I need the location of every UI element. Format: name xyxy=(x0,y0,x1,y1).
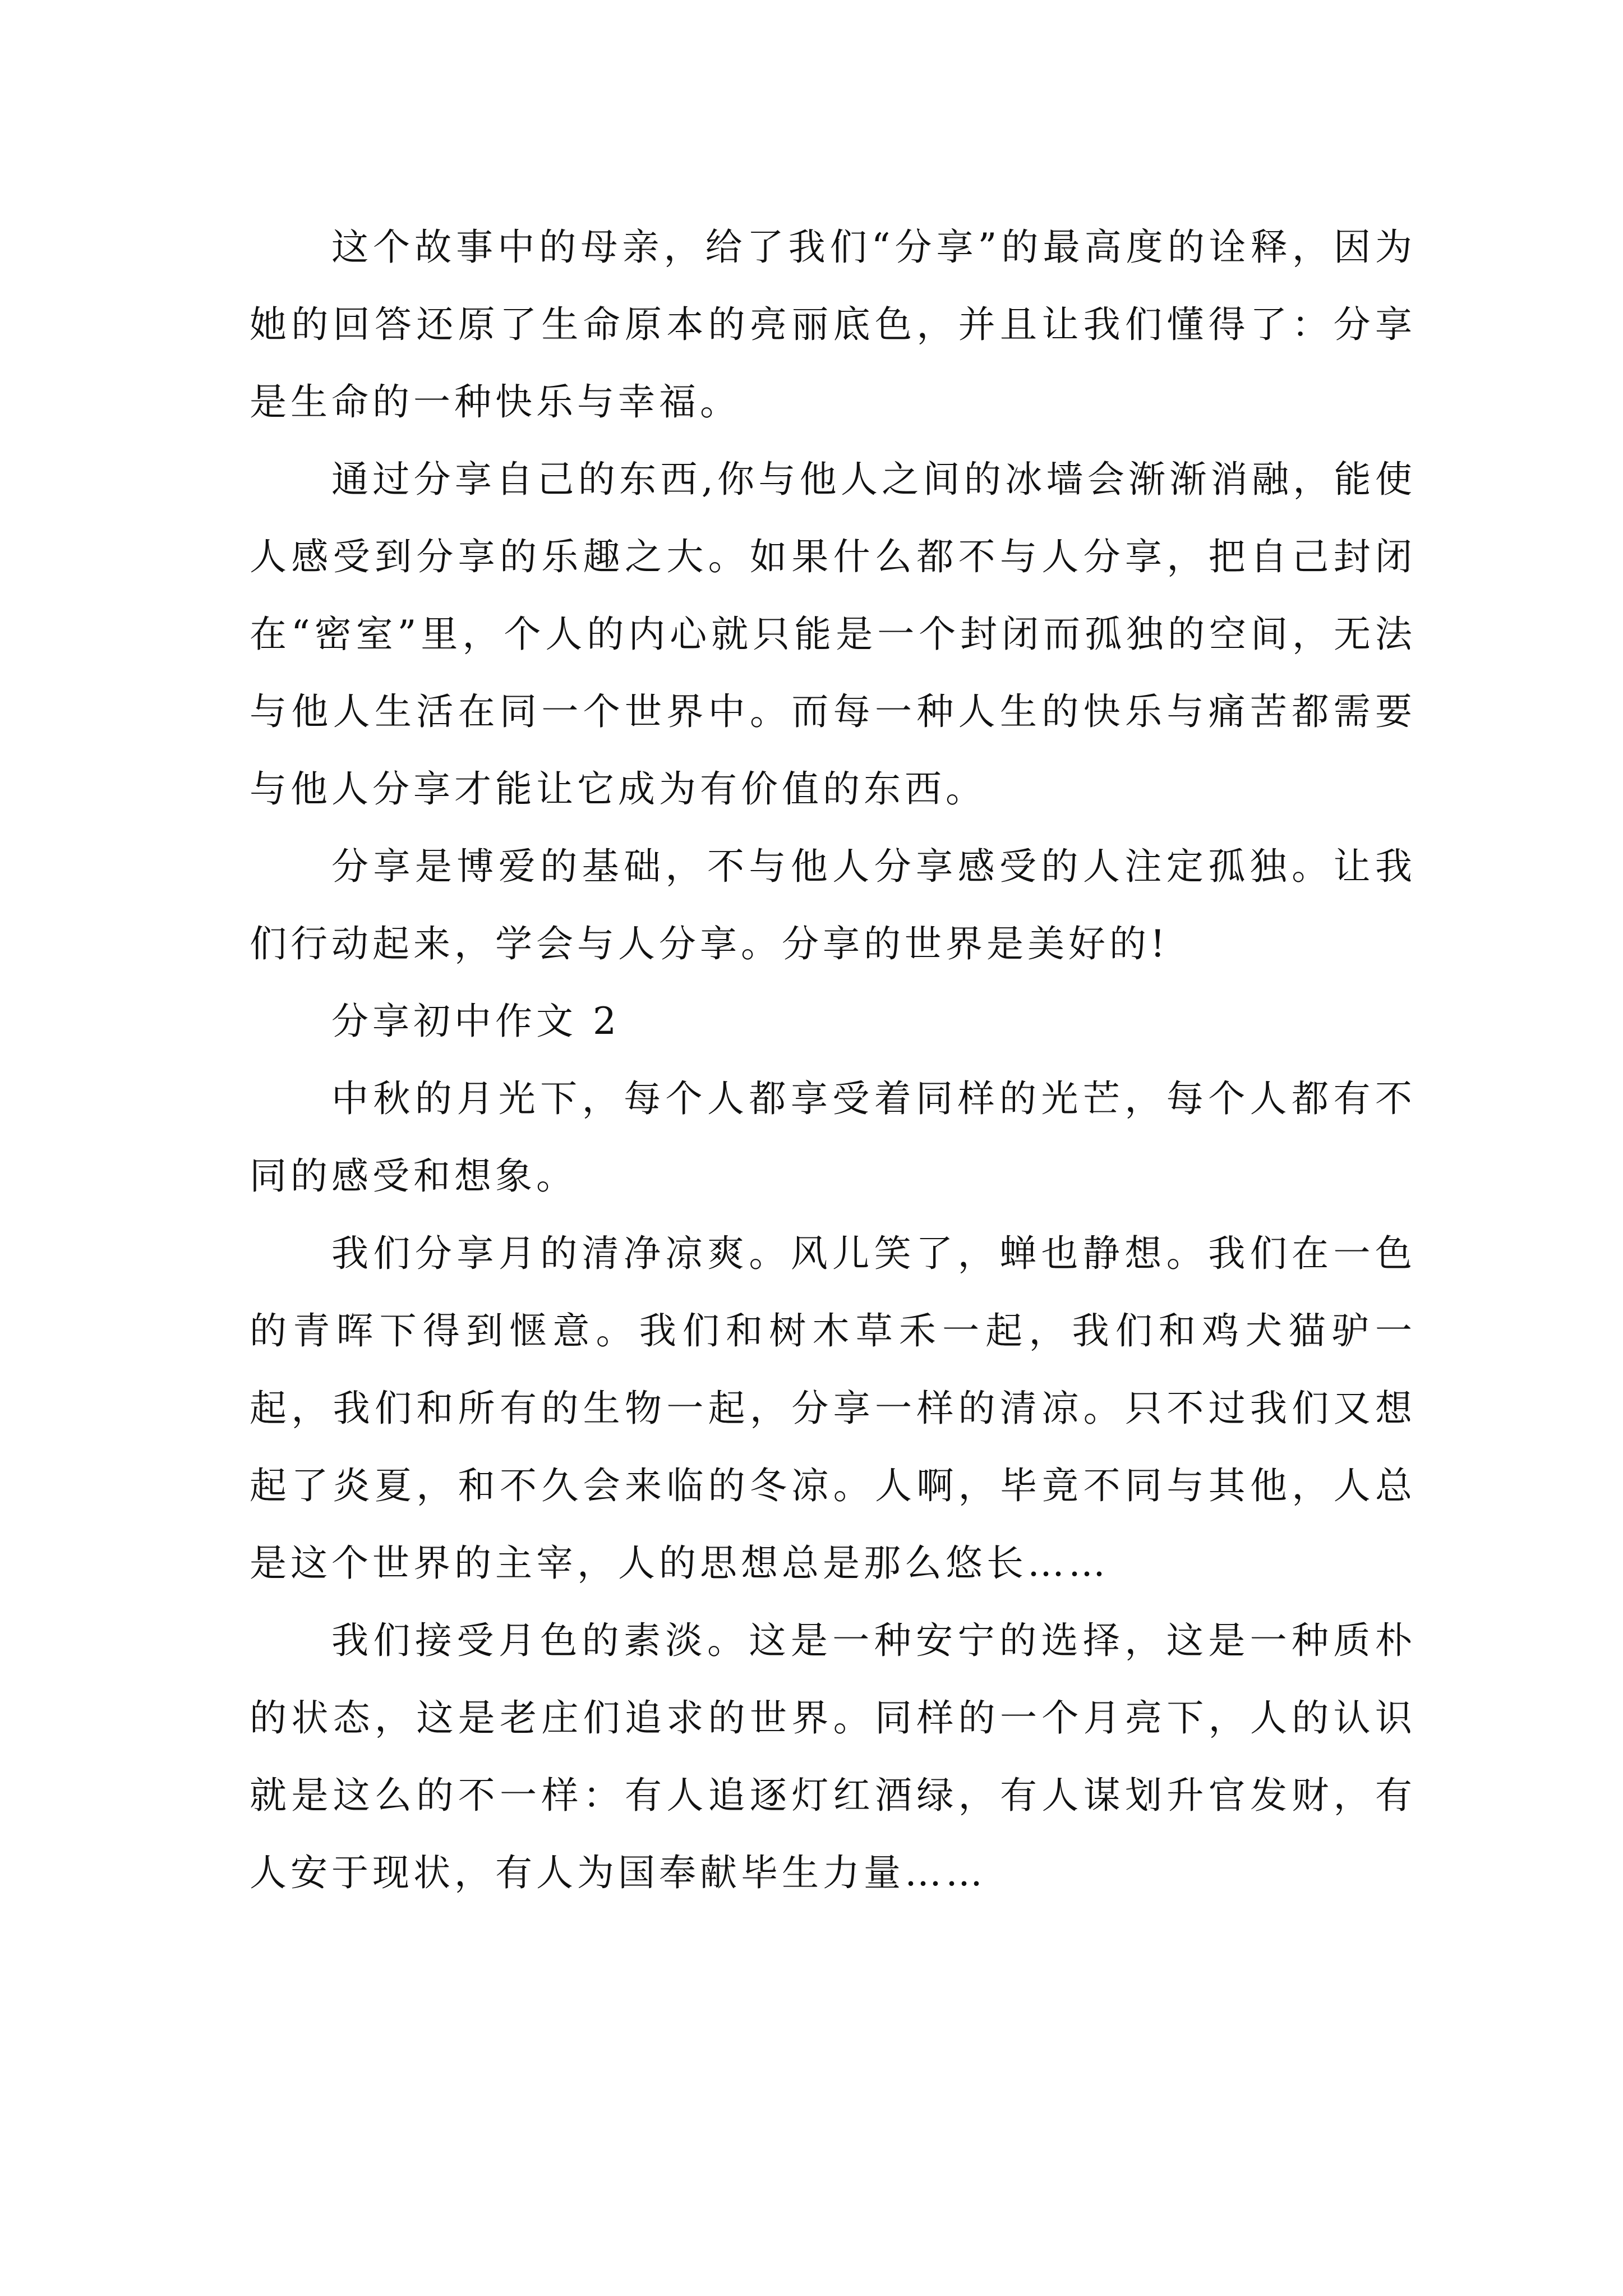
paragraph-4: 中秋的月光下，每个人都享受着同样的光芒，每个人都有不同的感受和想象。 xyxy=(250,1077,1416,1198)
section-title: 分享初中作文 2 xyxy=(331,1000,620,1043)
paragraph-1: 这个故事中的母亲，给了我们“分享”的最高度的诠释，因为她的回答还原了生命原本的亮丽底色，并且让我们懂得了：分享是生命的一种快乐与幸福。 xyxy=(250,226,1416,424)
paragraph-6: 我们接受月色的素淡。这是一种安宁的选择，这是一种质朴的状态，这是老庄们追求的世界。同样的一个月亮下，人的认识就是这么的不一样：有人追逐灯红酒绿，有人谋划升官发财，有人安于现状，有人为国奉献毕生力量…… xyxy=(250,1619,1416,1894)
document-body xyxy=(250,209,1416,1912)
paragraph-5: 我们分享月的清净凉爽。风儿笑了，蝉也静想。我们在一色的青晖下得到惬意。我们和树木草禾一起，我们和鸡犬猫驴一起，我们和所有的生物一起，分享一样的清凉。只不过我们又想起了炎夏，和不久会来临的冬凉。人啊，毕竟不同与其他，人总是这个世界的主宰，人的思想总是那么悠长…… xyxy=(250,1232,1416,1585)
paragraph-2: 通过分享自己的东西,你与他人之间的冰墙会渐渐消融，能使人感受到分享的乐趣之大。如果什么都不与人分享，把自己封闭在“密室”里，个人的内心就只能是一个封闭而孤独的空间，无法与他人生活在同一个世界中。而每一种人生的快乐与痛苦都需要与他人分享才能让它成为有价值的东西。 xyxy=(250,458,1416,811)
paragraph-3: 分享是博爱的基础，不与他人分享感受的人注定孤独。让我们行动起来，学会与人分享。分享的世界是美好的! xyxy=(250,845,1416,965)
